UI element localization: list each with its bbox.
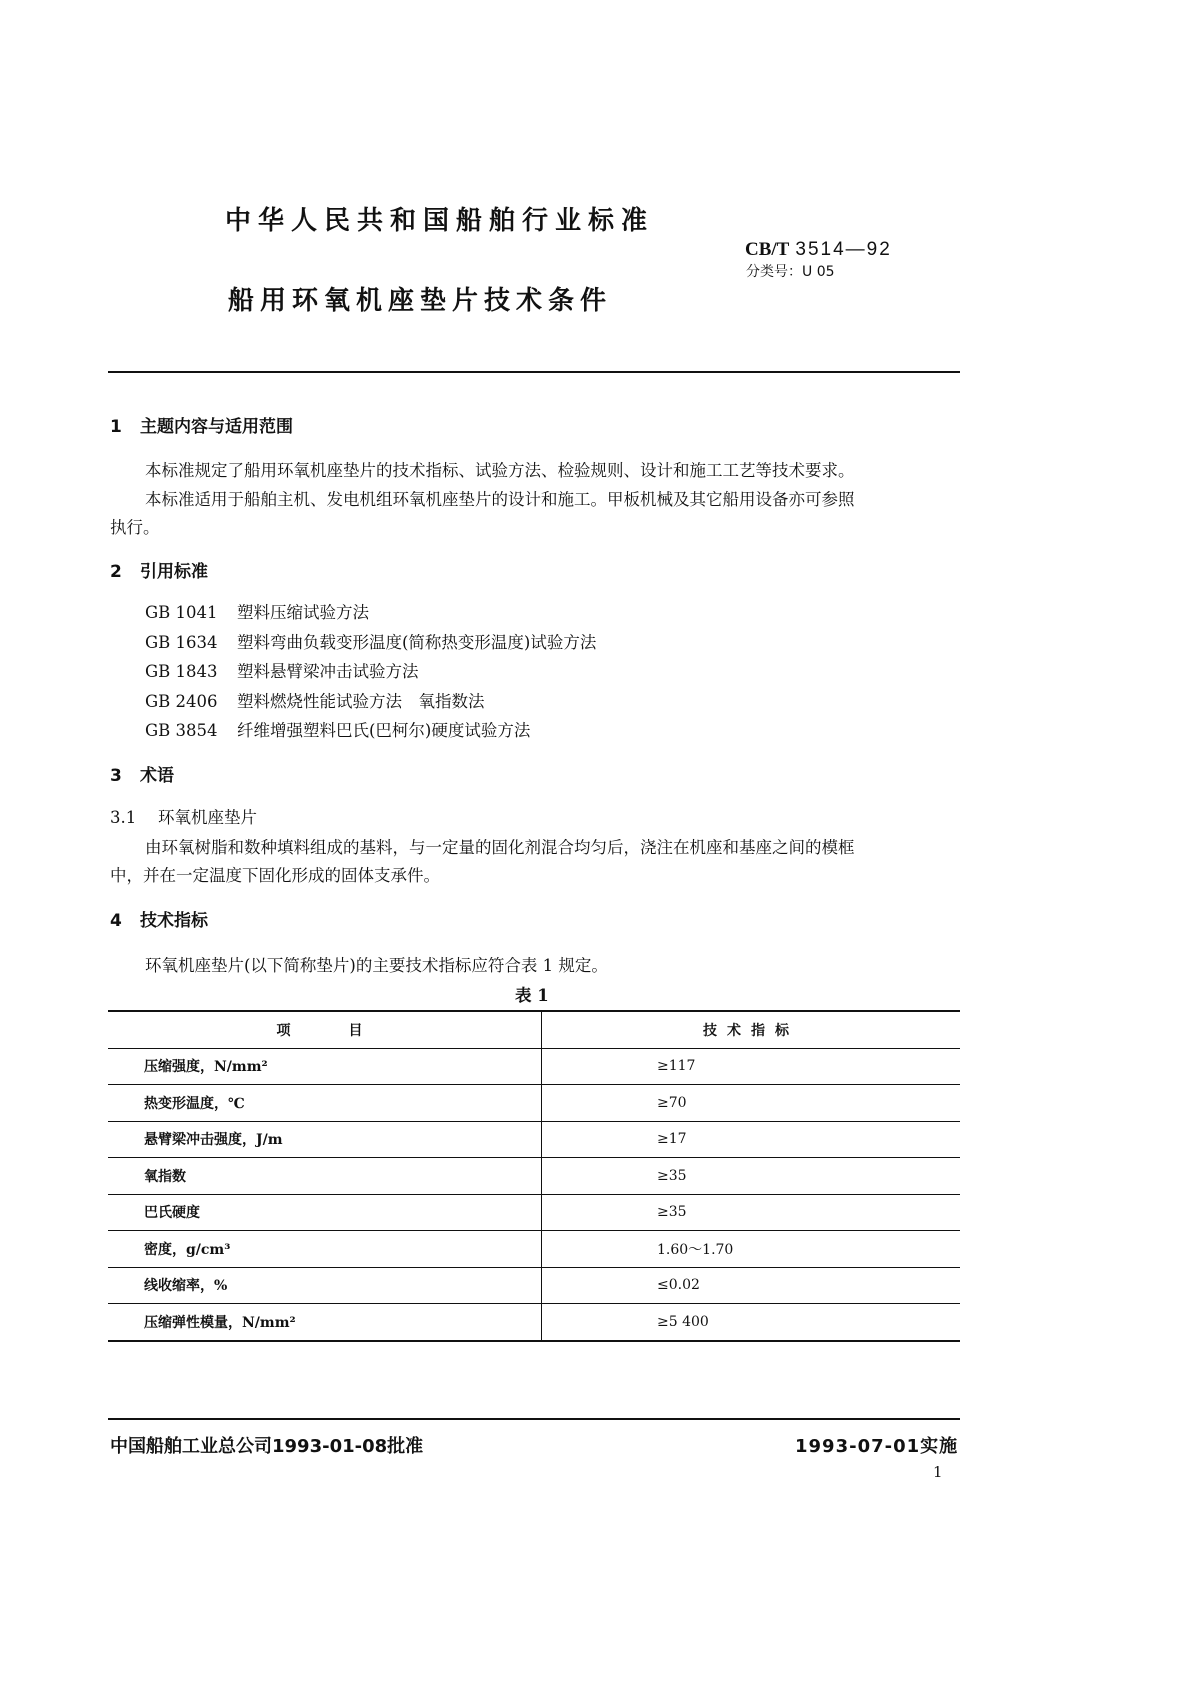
standard-code [745,238,892,261]
section-3-heading: 3 术语 [110,766,174,786]
classification-number: 分类号：U 05 [746,264,835,280]
table-row: 密度，g/cm³ 1.60～1.70 [108,1231,960,1268]
column-header: 项 目 [108,1011,542,1048]
paragraph: 执行。 [110,518,160,537]
document-title: 船用环氧机座垫片技术条件 [228,286,613,316]
table-row: 压缩强度，N/mm² ≥117 [108,1048,960,1085]
code-prefix: CB/T [745,239,790,260]
table-row: 巴氏硬度 ≥35 [108,1194,960,1231]
reference-item: GB 3854 纤维增强塑料巴氏(巴柯尔)硬度试验方法 [145,721,531,740]
code-number: 3514—92 [795,239,892,260]
footer-rule [108,1418,960,1420]
reference-item: GB 1634 塑料弯曲负载变形温度(简称热变形温度)试验方法 [145,633,597,652]
reference-item: GB 1041 塑料压缩试验方法 [145,603,369,622]
header-rule [108,371,960,373]
paragraph: 中，并在一定温度下固化形成的固体支承件。 [110,866,440,885]
section-2-heading: 2 引用标准 [110,562,208,582]
table-row: 悬臂梁冲击强度，J/m ≥17 [108,1121,960,1158]
table-caption: 表 1 [515,986,549,1005]
reference-item: GB 2406 塑料燃烧性能试验方法 氧指数法 [145,692,485,711]
paragraph: 本标准规定了船用环氧机座垫片的技术指标、试验方法、检验规则、设计和施工工艺等技术要求。 [145,461,855,480]
paragraph: 环氧机座垫片(以下简称垫片)的主要技术指标应符合表 1 规定。 [145,956,608,975]
org-title: 中华人民共和国船舶行业标准 [225,206,655,236]
subsection-3-1-heading: 3.1 环氧机座垫片 [110,808,257,827]
table-row: 压缩弹性模量，N/mm² ≥5 400 [108,1304,960,1341]
column-header: 技术指标 [542,1011,961,1048]
table-row: 线收缩率，% ≤0.02 [108,1267,960,1304]
section-1-heading: 1 主题内容与适用范围 [110,417,293,437]
spec-table [108,1010,960,1342]
paragraph: 由环氧树脂和数种填料组成的基料，与一定量的固化剂混合均匀后，浇注在机座和基座之间的模框 [145,838,855,857]
table-row: 热变形温度，℃ ≥70 [108,1085,960,1122]
table-header-row [108,1011,960,1048]
approval-line: 中国船舶工业总公司1993-01-08批准 [110,1436,424,1457]
effective-date: 1993-07-01实施 [795,1436,959,1457]
reference-item: GB 1843 塑料悬臂梁冲击试验方法 [145,662,419,681]
page-number: 1 [933,1463,943,1481]
paragraph: 本标准适用于船舶主机、发电机组环氧机座垫片的设计和施工。甲板机械及其它船用设备亦可参照 [145,490,855,509]
table-row: 氧指数 ≥35 [108,1158,960,1195]
section-4-heading: 4 技术指标 [110,911,208,931]
